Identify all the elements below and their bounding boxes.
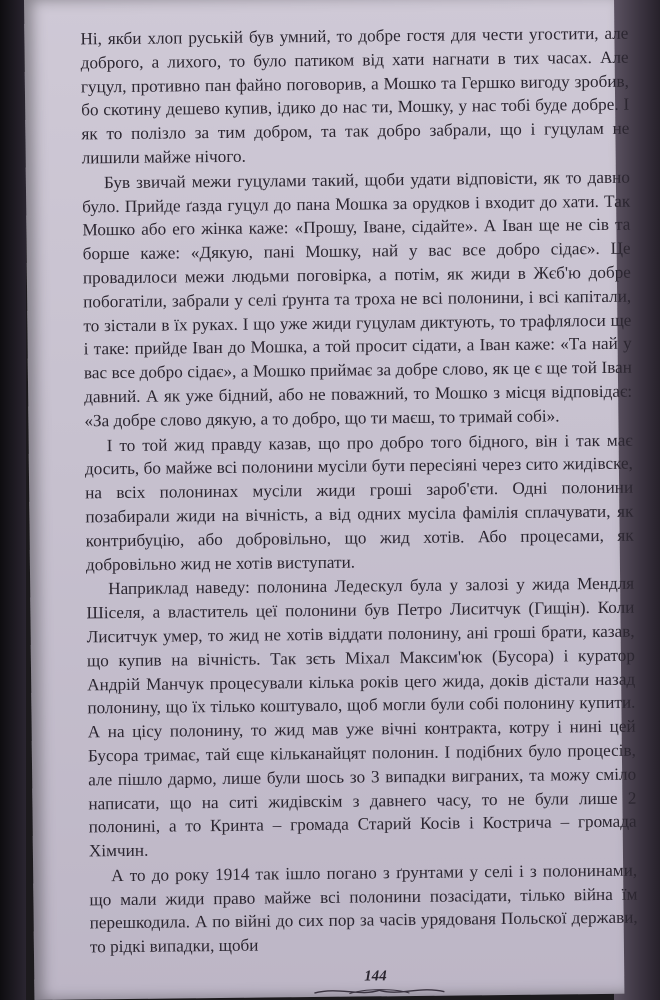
background-left-shadow — [0, 0, 26, 1000]
paragraph-1: Ні, якби хлоп руській був умний, то добре гостя для чести угостити, але доброго, а лихого, то було патиком від хати нагнати в тих часах. Але гуцул, противно пан файно поговорив, а Мошко та Гершко вигоду зробив, бо скотину дешево купив, ідико до нас ти, Мошку, у нас тобі буде добре. І як то полізло за тим добром, та так добро забрали, що і гуцулам не лишили майже нічого. — [80, 23, 630, 168]
footer-ornament-icon — [309, 984, 449, 997]
paragraph-5: А то до року 1914 так ішло погано з ґрунтами у селі і з полонинами, що мали жиди право майже всі полонини позасідати, тілько війна їм перешкодила. А по війні до сих пор за часів урядованя Польскої держави, то рідкі випадки, щоби — [89, 860, 638, 957]
page-text — [80, 22, 638, 960]
paragraph-4: Наприклад наведу: полонина Ледескул була у залозі у жида Мендля Шіселя, а властитель цеї полонини був Петро Лиситчук (Гищін). Коли Лиситчук умер, то жид не хотів віддати полонину, ані гроші брати, казав, що купив на вічність. Так зєть Міхал Максим'юк (Бусора) і куратор Андрій Манчук процесували кілька років цего жида, доків дістали назад полонину, що їх тілько коштувало, щоб могли були собі полонину купити. А на цісу полонину, то жид мав уже вічні контракта, котру і нині цей Бусора тримає, тай єще кільканайцят полонин. І подібних було процесів, але пішло дармо, лише були шось зо 3 випадки виграних, та можу сміло написати, що на ситі жидівскім з давнего часу, то не були лише 2 полонині, а то Кринта – громада Старий Косів і Кострича – громада Хімчин. — [86, 573, 637, 861]
page-number: 144 — [364, 968, 387, 985]
book-page — [24, 0, 638, 1000]
paragraph-3: І то той жид правду казав, що про добро того бідного, він і так має досить, бо майже всі полонини мусіли бути пересіяні через сито жидівске, на всіх полонинах мусіли жиди гроші зароб'єти. Одні полонини позабирали жиди на вічність, а від одних мусіла фамілія сплачувати, як контрибуцію, або добровільно, що жид хотів. Або процесами, як добровільно жид не хотів виступати. — [84, 430, 634, 574]
paragraph-2: Був звичай межи гуцулами такий, щоби удати відповісти, як то давно було. Прийде ґазда гуцул до пана Мошка за орудков і входит до хати. Так Мошко або его жінка каже: «Прошу, Іване, сідайте». А Іван ще не сів та борше каже: «Дякую, пані Мошку, най у вас все добро сідає». Це провадилоси межи людьми поговірка, а потім, як жиди в Жєб'ю добре побогатіли, забрали у селі ґрунта та троха не всі полонини, і всі капітали, то зістали в їх руках. І що уже жиди гуцулам диктують, то трафлялоси ще і таке: прийде Іван до Мошка, а той просит сідати, а Іван каже: «Та най у вас все добро сідає», а Мошко приймає за добре слово, як це є ще той Іван давний. А як уже бідний, або не поважний, то Мошко з місця відповідає: «За добре слово дякую, а то добро, що ти маєш, то тримай собі». — [82, 167, 633, 431]
